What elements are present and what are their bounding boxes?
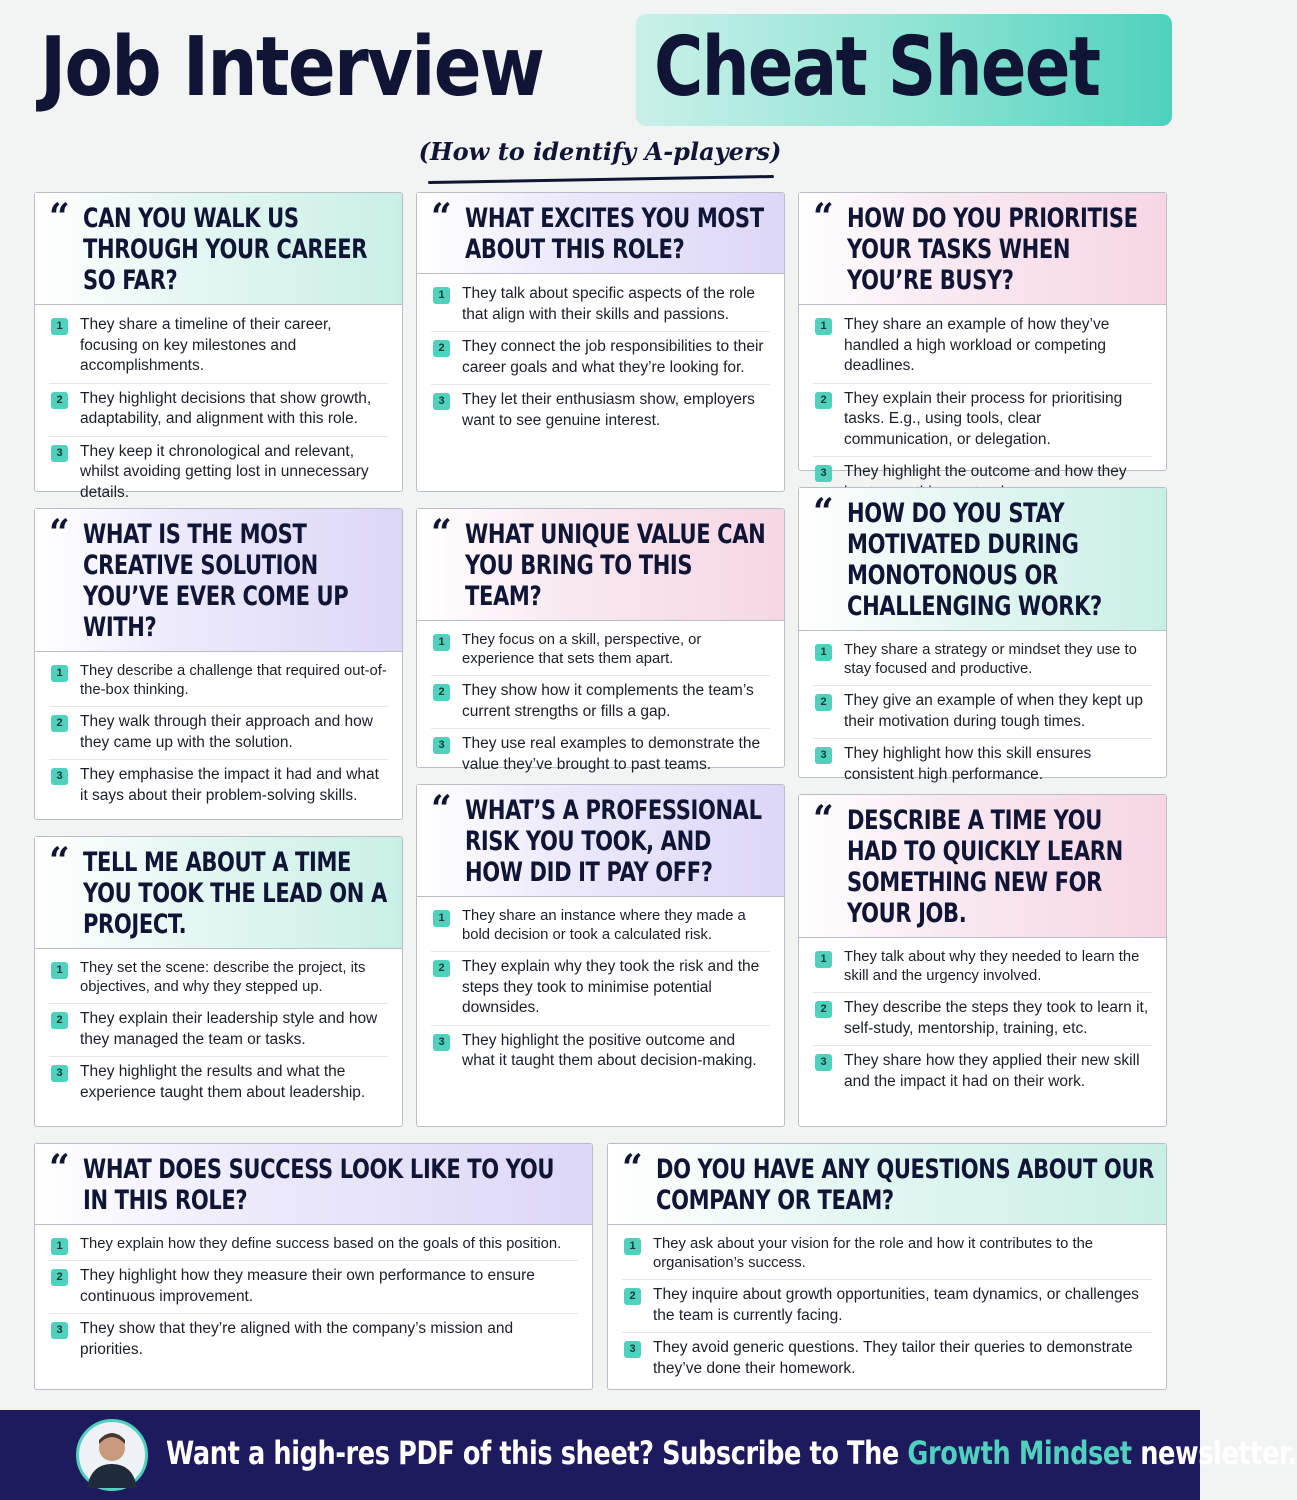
card-header [35, 1144, 592, 1225]
question-card [34, 1143, 593, 1390]
footer-text-end: newsletter. [1131, 1434, 1297, 1472]
subtitle-underline [428, 175, 774, 184]
quote-icon: “ [431, 788, 452, 830]
quote-icon: “ [813, 491, 834, 533]
number-badge: 1 [815, 318, 832, 335]
question-card [34, 836, 403, 1127]
answer-item [431, 626, 770, 676]
answer-list [35, 949, 402, 1117]
answer-item [49, 760, 388, 812]
card-header [608, 1144, 1166, 1225]
number-badge: 1 [433, 287, 450, 304]
card-question: WHAT UNIQUE VALUE CAN YOU BRING TO THIS TEAM? [465, 519, 766, 612]
answer-list [799, 631, 1166, 799]
answer-text: They let their enthusiasm show, employers want to see genuine interest. [462, 391, 755, 429]
card-header [35, 509, 402, 652]
card-header [799, 488, 1166, 631]
number-badge: 3 [433, 737, 450, 754]
answer-item [49, 1230, 578, 1261]
answer-text: They share a strategy or mindset they use to stay focused and productive. [844, 642, 1137, 677]
number-badge: 3 [624, 1341, 641, 1358]
answer-list [35, 1225, 592, 1374]
answer-text: They explain why they took the risk and the steps they took to minimise potential downsides. [462, 958, 760, 1016]
page-header [0, 12, 1200, 127]
answer-item [431, 1026, 770, 1078]
answer-text: They describe the steps they took to learn it, self-study, mentorship, training, etc. [844, 999, 1149, 1037]
number-badge: 3 [433, 393, 450, 410]
footer-text-start: Want a high-res PDF of this sheet? Subscribe to The [166, 1434, 908, 1472]
card-header [417, 785, 784, 897]
answer-text: They focus on a skill, perspective, or experience that sets them apart. [462, 632, 702, 667]
answer-list [417, 621, 784, 789]
answer-text: They highlight decisions that show growth, adaptability, and alignment with this role. [80, 389, 372, 427]
card-question: WHAT EXCITES YOU MOST ABOUT THIS ROLE? [465, 203, 764, 265]
number-badge: 2 [51, 1269, 68, 1286]
answer-item [49, 384, 388, 437]
answer-item [813, 739, 1152, 791]
answer-item [49, 707, 388, 760]
answer-item [813, 636, 1152, 686]
number-badge: 1 [51, 318, 68, 335]
number-badge: 2 [624, 1288, 641, 1305]
answer-list [35, 305, 402, 517]
question-card [798, 794, 1167, 1127]
answer-text: They walk through their approach and how they came up with the solution. [80, 713, 373, 751]
answer-text: They highlight the results and what the experience taught them about leadership. [80, 1063, 366, 1101]
answer-text: They explain their process for prioritising tasks. E.g., using tools, clear communication, or delegation. [844, 389, 1123, 448]
answer-text: They highlight the outcome and how they [844, 463, 1127, 480]
number-badge: 1 [815, 644, 832, 661]
answer-text: They share a timeline of their career, focusing on key milestones and accomplishments. [80, 316, 332, 374]
number-badge: 1 [624, 1238, 641, 1255]
card-header [35, 837, 402, 949]
quote-icon: “ [49, 1147, 70, 1189]
answer-text: They inquire about growth opportunities, team dynamics, or challenges the team is currently facing. [653, 1286, 1139, 1324]
answer-item [622, 1333, 1152, 1385]
answer-item [49, 310, 388, 384]
answer-item [813, 384, 1152, 458]
number-badge: 2 [815, 1001, 832, 1018]
quote-icon: “ [813, 798, 834, 840]
answer-item [431, 332, 770, 385]
answer-text: They keep it chronological and relevant, whilst avoiding getting lost in unnecessary details. [80, 442, 369, 501]
question-card [416, 192, 785, 492]
answer-text: They explain how they define success based on the goals of this position. [80, 1236, 562, 1252]
newsletter-brand-link[interactable]: Growth Mindset [907, 1434, 1132, 1472]
answer-item [431, 952, 770, 1026]
number-badge: 1 [51, 962, 68, 979]
answer-text: They highlight how this skill ensures consistent high performance. [844, 745, 1092, 783]
quote-icon: “ [622, 1147, 643, 1189]
number-badge: 3 [51, 445, 68, 462]
number-badge: 1 [51, 665, 68, 682]
answer-list [799, 938, 1166, 1106]
answer-text: They talk about specific aspects of the role that align with their skills and passions. [462, 285, 755, 323]
number-badge: 2 [433, 960, 450, 977]
footer-cta [166, 1434, 1297, 1472]
answer-text: They show how it complements the team’s current strengths or fills a gap. [462, 682, 754, 720]
answer-text: They avoid generic questions. They tailor their queries to demonstrate they’ve done their homework. [653, 1339, 1133, 1377]
number-badge: 2 [51, 392, 68, 409]
card-header [417, 193, 784, 274]
answer-item [49, 1004, 388, 1057]
answer-item [813, 943, 1152, 993]
quote-icon: “ [49, 840, 70, 882]
number-badge: 1 [433, 910, 450, 927]
question-card [607, 1143, 1167, 1390]
answer-item [431, 902, 770, 952]
answer-list [35, 652, 402, 820]
quote-icon: “ [431, 196, 452, 238]
answer-item [431, 729, 770, 781]
card-question: WHAT IS THE MOST CREATIVE SOLUTION YOU’VE EVER COME UP WITH? [83, 519, 349, 643]
answer-text: They explain their leadership style and how they managed the team or tasks. [80, 1010, 378, 1048]
answer-list [608, 1225, 1166, 1393]
answer-item [49, 1314, 578, 1366]
card-header [799, 193, 1166, 305]
quote-icon: “ [49, 196, 70, 238]
question-card [416, 508, 785, 773]
question-card [798, 487, 1167, 783]
card-question: DESCRIBE A TIME YOU HAD TO QUICKLY LEARN SOMETHING NEW FOR YOUR JOB. [847, 805, 1123, 929]
number-badge: 2 [815, 392, 832, 409]
number-badge: 3 [433, 1034, 450, 1051]
card-header [799, 795, 1166, 938]
answer-text: They give an example of when they kept up their motivation during tough times. [844, 692, 1143, 730]
question-card [798, 192, 1167, 480]
card-question: HOW DO YOU STAY MOTIVATED DURING MONOTONOUS OR CHALLENGING WORK? [847, 498, 1102, 622]
answer-item [813, 310, 1152, 384]
answer-item [431, 676, 770, 729]
quote-icon: “ [813, 196, 834, 238]
answer-text: They emphasise the impact it had and what it says about their problem-solving skills. [80, 766, 379, 804]
answer-text: They use real examples to demonstrate the value they’ve brought to past teams. [462, 735, 761, 773]
number-badge: 2 [51, 715, 68, 732]
answer-text: They set the scene: describe the project, its objectives, and why they stepped up. [80, 960, 366, 995]
number-badge: 3 [51, 1322, 68, 1339]
question-card [34, 508, 403, 820]
answer-list [417, 897, 784, 1086]
page-title-highlighted: Cheat Sheet [654, 20, 1100, 115]
avatar [76, 1419, 148, 1491]
card-question: WHAT DOES SUCCESS LOOK LIKE TO YOU IN THIS ROLE? [83, 1154, 555, 1216]
card-header [35, 193, 402, 305]
answer-item [49, 954, 388, 1004]
number-badge: 1 [433, 634, 450, 651]
card-question: HOW DO YOU PRIORITISE YOUR TASKS WHEN YOU’RE BUSY? [847, 203, 1138, 296]
card-question: CAN YOU WALK US THROUGH YOUR CAREER SO FAR? [83, 203, 368, 296]
question-card [416, 784, 785, 1127]
number-badge: 2 [51, 1012, 68, 1029]
answer-text: They highlight the positive outcome and what it taught them about decision-making. [462, 1031, 757, 1069]
answer-item [813, 993, 1152, 1046]
answer-text: They show that they’re aligned with the company’s mission and priorities. [80, 1320, 514, 1358]
answer-text: They share an instance where they made a bold decision or took a calculated risk. [462, 908, 746, 943]
answer-item [813, 1046, 1152, 1098]
number-badge: 3 [815, 747, 832, 764]
answer-item [622, 1280, 1152, 1333]
answer-text: They connect the job responsibilities to their career goals and what they’re looking for. [462, 338, 764, 376]
answer-list [799, 305, 1166, 517]
question-card [34, 192, 403, 501]
number-badge: 2 [433, 684, 450, 701]
number-badge: 2 [815, 694, 832, 711]
answer-item [622, 1230, 1152, 1280]
answer-item [49, 1261, 578, 1314]
number-badge: 1 [815, 951, 832, 968]
page-subtitle: (How to identify A-players) [418, 137, 782, 166]
answer-item [813, 686, 1152, 739]
answer-text: They share an example of how they’ve handled a high workload or competing deadlines. [844, 316, 1110, 374]
answer-item [49, 657, 388, 707]
quote-icon: “ [431, 512, 452, 554]
card-question: WHAT’S A PROFESSIONAL RISK YOU TOOK, AND HOW DID IT PAY OFF? [465, 795, 762, 888]
answer-text: They ask about your vision for the role and how it contributes to the organisation’s success. [653, 1236, 1094, 1271]
card-question: TELL ME ABOUT A TIME YOU TOOK THE LEAD ON A PROJECT. [83, 847, 387, 940]
number-badge: 3 [815, 1054, 832, 1071]
number-badge: 3 [51, 1065, 68, 1082]
card-question: DO YOU HAVE ANY QUESTIONS ABOUT OUR COMPANY OR TEAM? [656, 1154, 1154, 1216]
answer-item [431, 385, 770, 437]
answer-item [49, 437, 388, 510]
number-badge: 3 [815, 465, 832, 482]
answer-item [431, 279, 770, 332]
answer-text: They describe a challenge that required out-of-the-box thinking. [80, 663, 387, 698]
page-title: Job Interview [40, 20, 544, 115]
number-badge: 1 [51, 1238, 68, 1255]
quote-icon: “ [49, 512, 70, 554]
card-header [417, 509, 784, 621]
answer-text: They talk about why they needed to learn the skill and the urgency involved. [844, 949, 1140, 984]
answer-list [417, 274, 784, 445]
footer-banner [0, 1410, 1297, 1500]
number-badge: 3 [51, 768, 68, 785]
answer-text: They share how they applied their new skill and the impact it had on their work. [844, 1052, 1140, 1090]
answer-text: They highlight how they measure their own performance to ensure continuous improvement. [80, 1267, 535, 1305]
answer-item [49, 1057, 388, 1109]
number-badge: 2 [433, 340, 450, 357]
